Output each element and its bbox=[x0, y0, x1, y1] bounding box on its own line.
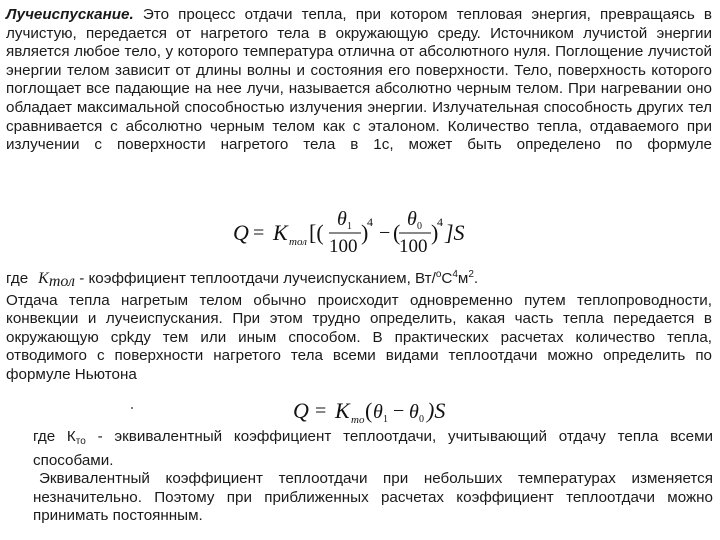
unit-period: . bbox=[473, 270, 479, 287]
unit-meter: м bbox=[457, 270, 469, 287]
paragraph-newton-text: Отдача тепла нагретым телом обычно происходит одновременно путем теплопроводности, конвекции и лучеиспускания. При этом трудно определить, какая часть тепла передается в окружающую срkду тем или иным способом. В практических расчетах количество тепла, отводимого с поверхности нагретого тела всеми видами теплоотдачи можно определить по формуле Ньютона bbox=[6, 291, 712, 383]
formula-theta0: θ bbox=[407, 208, 417, 230]
symbol-k-radiation: K bbox=[38, 270, 49, 287]
formula2-theta1-sub: 1 bbox=[383, 414, 388, 425]
paragraph-conclusion-text: Эквивалентный коэффициент теплоотдачи при небольших температурах изменяется незначительно. Поэтому при приближенных расчетах коэффициент теплоотдачи можно принимать постоянным. bbox=[33, 470, 713, 525]
formula-close-paren-1: ) bbox=[361, 220, 369, 245]
formula2-k-subscript: то bbox=[351, 414, 365, 426]
unit-meter-power: 2 bbox=[468, 269, 474, 280]
formula2-theta0: θ bbox=[409, 401, 419, 423]
symbol-k-radiation-sub: тол bbox=[48, 273, 75, 290]
unit-celsius: С bbox=[441, 270, 453, 287]
stray-dot bbox=[131, 407, 133, 409]
definition-k-radiation-text: - коэффициент теплоотдачи лучеиспусканием, Вт/ bbox=[74, 270, 436, 287]
paragraph-heat-transfer bbox=[6, 266, 712, 385]
formula-k-subscript: тол bbox=[289, 236, 307, 248]
formula-theta0-sub: 0 bbox=[417, 221, 422, 232]
unit-degree: о bbox=[435, 269, 442, 280]
formula-open-bracket: [( bbox=[309, 220, 324, 245]
unit-celsius-power: 4 bbox=[452, 269, 458, 280]
formula-close-paren-2: ) bbox=[431, 220, 439, 245]
formula-minus: − bbox=[379, 222, 391, 244]
formula-denominator-1: 100 bbox=[329, 236, 358, 257]
definition-k-equivalent-text: - эквивалентный коэффициент теплоотдачи, учитывающий отдачу тепла всеми способами. bbox=[33, 428, 713, 469]
formula-power-2: 4 bbox=[437, 215, 443, 229]
symbol-k-equivalent-sub: то bbox=[75, 436, 86, 447]
formula-newton bbox=[293, 394, 473, 426]
formula-end: ]S bbox=[445, 220, 465, 245]
formula2-q: Q bbox=[293, 398, 309, 423]
formula2-theta0-sub: 0 bbox=[419, 414, 424, 425]
formula-k: K bbox=[273, 220, 288, 245]
paragraph-radiation bbox=[6, 6, 712, 173]
formula2-open-paren: ( bbox=[365, 398, 373, 423]
formula2-end: )S bbox=[427, 398, 446, 423]
formula-power-1: 4 bbox=[367, 215, 373, 229]
formula-equals: = bbox=[253, 222, 265, 244]
paragraph-equivalent-coefficient bbox=[33, 428, 713, 526]
formula2-minus: − bbox=[393, 400, 405, 422]
formula2-theta1: θ bbox=[373, 401, 383, 423]
formula-radiation bbox=[233, 206, 513, 262]
definition-k-equivalent bbox=[33, 428, 713, 470]
where-label: где bbox=[6, 270, 29, 287]
formula-theta1: θ bbox=[337, 208, 347, 230]
formula-q: Q bbox=[233, 220, 249, 245]
term-radiation: Лучеиспускание. bbox=[6, 6, 134, 23]
formula-open-paren-2: ( bbox=[393, 220, 401, 245]
formula-theta1-sub: 1 bbox=[347, 221, 352, 232]
formula2-equals: = bbox=[315, 400, 327, 422]
formula-denominator-2: 100 bbox=[399, 236, 428, 257]
where-k-label: где К bbox=[33, 428, 76, 445]
definition-k-radiation bbox=[6, 266, 712, 292]
paragraph-radiation-text: Это процесс отдачи тепла, при котором тепловая энергия, превращаясь в лучистую, передается от нагретого тела в окружающую среду. Источником лучистой энергии является любое тело, у которого температура отлична от абсолютного нуля. Поглощение лучистой энергии телом зависит от длины волны и состояния его поверхности. Тело, поверхность которого поглощает все падающие на нее лучи, называется абсолютно черным телом. При нагревании оно обладает максимальной способностью излучения энергии. Излучательная способность других тел сравнивается с абсолютно черным телом как с эталоном. Количество тепла, отдаваемого при излучении с поверхности нагретого тела в 1с, может быть определено по формуле bbox=[6, 6, 712, 154]
formula2-k: K bbox=[335, 398, 350, 423]
